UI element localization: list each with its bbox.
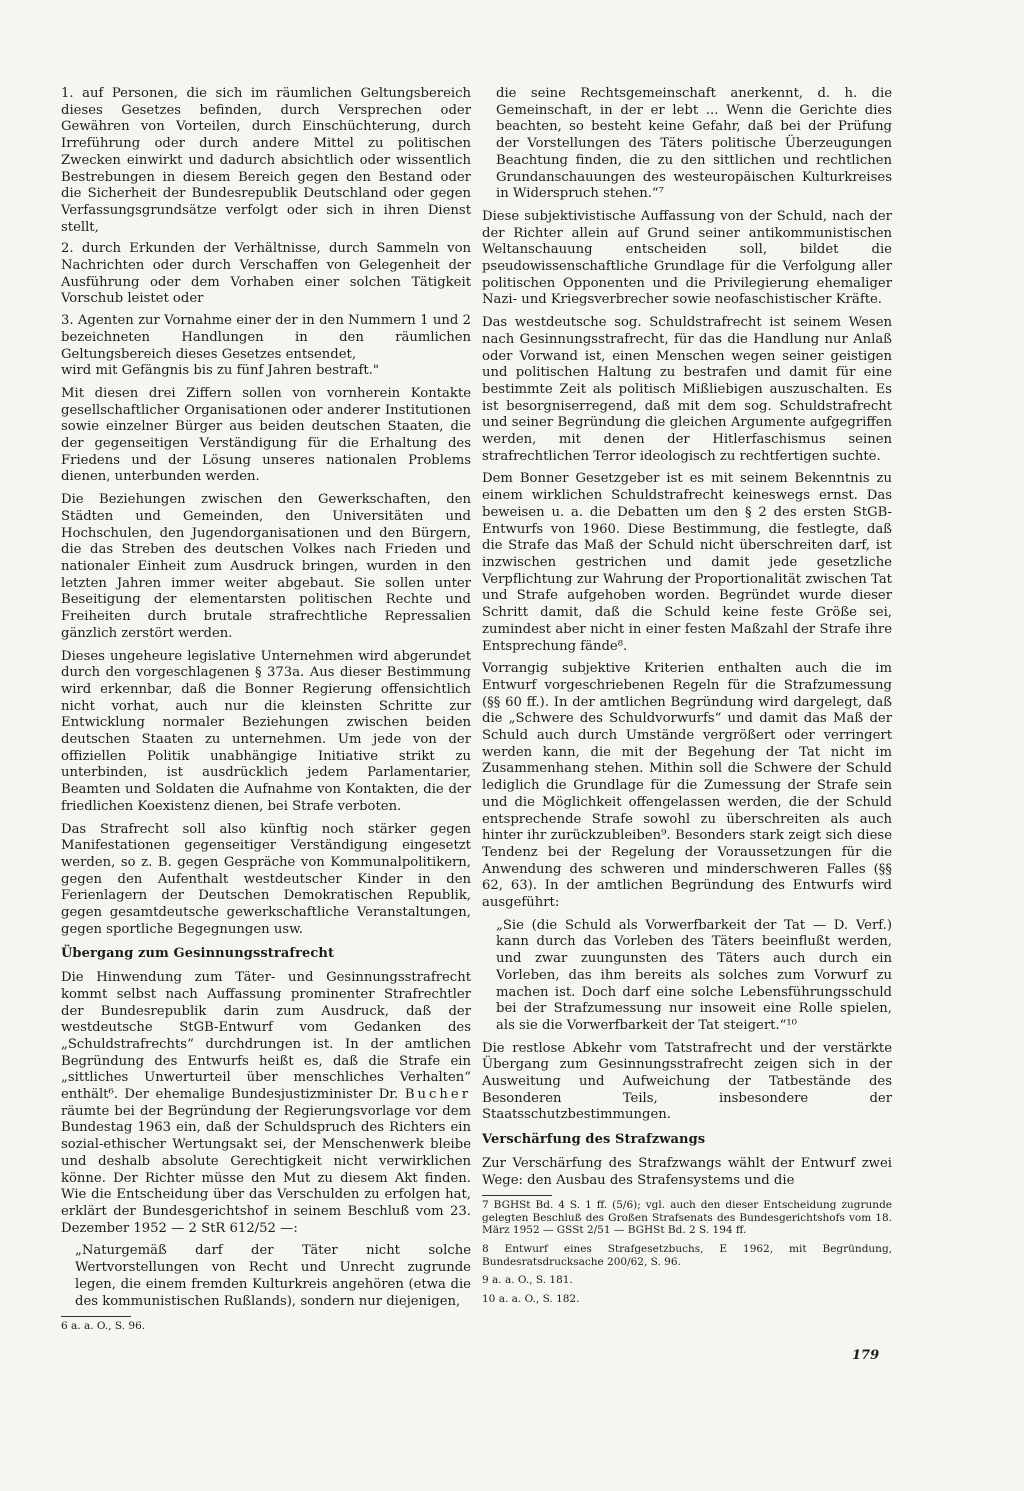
section-heading: Verschärfung des Strafzwangs [482,1132,706,1148]
page-number: 179 [852,1348,880,1363]
block-quote: „Naturgemäß darf der Täter nicht solche Wertvorstellungen von Recht und Unrecht zugrunde legen, die einem fremden Kulturkreis angehören (etwa die des kommunistischen Rußlands), sondern nur diejenigen, [75,1243,471,1309]
footnote-rule [61,1316,131,1317]
paragraph-text: Die Hinwendung zum Täter- und Gesinnungsstrafrecht kommt selbst nach Auffassung prominenter Strafrechtler der Bundesrepublik darin zum Ausdruck, daß der westdeutsche StGB-Entwurf vom Gedanken des „Schuldstrafrechts“ durchdrungen ist. In der amtlichen Begründung des Entwurfs heißt es, daß die Strafe ein „sittliches Unwerturteil über menschliches Verhalten“ enthält⁶. Der ehemalige Bundesjustizminister Dr. [61,970,471,1103]
block-quote: „Sie (die Schuld als Vorwerfbarkeit der Tat — D. Verf.) kann durch das Vorleben des Täters beeinflußt werden, und zwar zuungunsten des Täters auch durch ein Vorleben, das ihm bereits als solches zum Vorwurf zu machen ist. Doch darf eine solche Lebensführungsschuld bei der Strafzumessung nur insoweit eine Rolle spielen, als sie die Vorwerfbarkeit der Tat steigert.“¹⁰ [496,917,892,1033]
footnote: 7 BGHSt Bd. 4 S. 1 ff. (5/6); vgl. auch den dieser Entscheidung zugrunde gelegten Beschluß des Großen Strafsenats des Bundesgerichtshofs vom 18. März 1952 — GSSt 2/51 — BGHSt Bd. 2 S. 194 ff. [482,1199,892,1237]
paragraph: Zur Verschärfung des Strafzwangs wählt der Entwurf zwei Wege: den Ausbau des Strafensystems und die [482,1155,892,1188]
paragraph: Dem Bonner Gesetzgeber ist es mit seinem Bekenntnis zu einem wirklichen Schuldstrafrecht keineswegs ernst. Das beweisen u. a. die Debatten um den § 2 des ersten StGB-Entwurfs von 1960. Diese Bestimmung, die festlegte, daß die Strafe das Maß der Schuld nicht überschreiten darf, ist inzwischen gestrichen und damit jede gesetzliche Verpflichtung zur Wahrung der Proportionalität zwischen Tat und Strafe aufgehoben worden. Begründet wurde dieser Schritt damit, daß die Schuld keine feste Größe sei, zumindest aber nicht in einer festen Maßzahl der Strafe ihre Entsprechung fände⁸. [482,471,892,654]
block-quote-continued: die seine Rechtsgemeinschaft anerkennt, d. h. die Gemeinschaft, in der er lebt ... Wenn die Gerichte dies beachten, so besteht keine Gefahr, daß bei der Prüfung der Vorstellungen des Täters politische Überzeugungen Beachtung finden, die zu den sittlichen und rechtlichen Grundanschauungen des westeuropäischen Kulturkreises in Widerspruch stehen.“⁷ [496,86,892,202]
footnote-rule [482,1195,552,1196]
paragraph: Die restlose Abkehr vom Tatstrafrecht und der verstärkte Übergang zum Gesinnungsstrafrecht zeigen sich in der Ausweitung und Aufweichung der Tatbestände des Besonderen Teils, insbesondere der Staatsschutzbestimmungen. [482,1040,892,1123]
paragraph: Diese subjektivistische Auffassung von der Schuld, nach der der Richter allein auf Grund seiner antikommunistischen Weltanschauung entscheiden soll, bildet die pseudowissenschaftliche Grundlage für die Verfolgung aller politischen Opponenten und die Privilegierung ehemaliger Nazi- und Kriegsverbrecher sowie neofaschistischer Kräfte. [482,208,892,308]
left-column [61,86,471,1339]
section-heading: Übergang zum Gesinnungsstrafrecht [61,946,335,962]
paragraph [61,970,471,1237]
list-item-1: 1. auf Personen, die sich im räumlichen Geltungsbereich dieses Gesetzes befinden, durch Versprechen oder Gewähren von Vorteilen, durch Einschüchterung, durch Irreführung oder durch andere Mittel zu politischen Zwecken einwirkt und dadurch absichtlich oder wissentlich Bestrebungen in diesem Bereich gegen den Bestand oder die Sicherheit der Bundesrepublik Deutschland oder gegen Verfassungsgrundsätze verfolgt oder sich in ihren Dienst stellt, [61,86,471,235]
paragraph: Mit diesen drei Ziffern sollen von vornherein Kontakte gesellschaftlicher Organisationen oder anderer Institutionen sowie einzelner Bürger aus beiden deutschen Staaten, die der gegenseitigen Verständigung für die Erhaltung des Friedens und der Lösung unseres nationalen Problems dienen, unterbunden werden. [61,385,471,485]
paragraph: Das westdeutsche sog. Schuldstrafrecht ist seinem Wesen nach Gesinnungsstrafrecht, für das die Handlung nur Anlaß oder Vorwand ist, einen Menschen wegen seiner geistigen und politischen Haltung zu bestrafen und damit für eine bestimmte Zeit als politisch Mißliebigen auszuschalten. Es ist besorgniserregend, daß mit dem sog. Schuldstrafrecht und seiner Begründung die gleichen Argumente aufgegriffen werden, mit denen der Hitlerfaschismus seinen strafrechtlichen Terror ideologisch zu rechtfertigen suchte. [482,315,892,464]
right-column [482,86,892,1311]
paragraph: Dieses ungeheure legislative Unternehmen wird abgerundet durch den vorgeschlagenen § 373a. Aus dieser Bestimmung wird erkennbar, daß die Bonner Regierung offensichtlich nicht vorhat, auch nur die kleinsten Schritte zur Entwicklung normaler Beziehungen zwischen beiden deutschen Staaten zu unternehmen. Um jede von der offiziellen Politik unabhängige Initiative strikt zu unterbinden, ist ausdrücklich jedem Parlamentarier, Beamten und Soldaten die Aufnahme von Kontakten, die der friedlichen Koexistenz dienen, bei Strafe verboten. [61,648,471,814]
footnote: 9 a. a. O., S. 181. [482,1274,573,1287]
footnote: 6 a. a. O., S. 96. [61,1320,146,1333]
footnote: 10 a. a. O., S. 182. [482,1292,580,1305]
paragraph-text: räumte bei der Begründung der Regierungsvorlage vor dem Bundestag 1963 ein, daß der Schuldspruch des Richters ein sozial-ethischer Wertungsakt sei, der Menschenwerk bleibe und deshalb absolute Gerechtigkeit nicht verwirklichen könne. Der Richter müsse den Mut zu diesem Akt finden. Wie die Entscheidung über das Verschulden zu erfolgen hat, erklärt der Bundesgerichtshof in seinem Beschluß vom 23. Dezember 1952 — 2 StR 612/52 —: [61,1103,471,1236]
list-item-3: 3. Agenten zur Vornahme einer der in den Nummern 1 und 2 bezeichneten Handlungen in den räumlichen Geltungsbereich dieses Gesetzes entsendet, [61,313,471,362]
law-closing-line: wird mit Gefängnis bis zu fünf Jahren bestraft." [61,363,379,379]
paragraph: Vorrangig subjektive Kriterien enthalten auch die im Entwurf vorgeschriebenen Regeln für die Strafzumessung (§§ 60 ff.). In der amtlichen Begründung wird dargelegt, daß die „Schwere des Schuldvorwurfs“ und damit das Maß der Schuld auch durch Umstände vergrößert oder verringert werden kann, die mit der Begehung der Tat nicht im Zusammenhang stehen. Mithin soll die Schwere der Schuld lediglich die Grundlage für die Zumessung der Strafe sein und die Möglichkeit offengelassen werden, die der Schuld entsprechende Strafe sowohl zu überschreiten als auch hinter ihr zurückzubleiben⁹. Besonders stark zeigt sich diese Tendenz bei der Regelung der Voraussetzungen für die Anwendung des schweren und minderschweren Falles (§§ 62, 63). In der amtlichen Begründung des Entwurfs wird ausgeführt: [482,661,892,911]
paragraph: Das Strafrecht soll also künftig noch stärker gegen Manifestationen gegenseitiger Verständigung eingesetzt werden, so z. B. gegen Gespräche von Kommunalpolitikern, gegen den Aufenthalt westdeutscher Kinder in den Ferienlagern der Deutschen Demokratischen Republik, gegen gesamtdeutsche gewerkschaftliche Veranstaltungen, gegen sportliche Begegnungen usw. [61,821,471,937]
paragraph: Die Beziehungen zwischen den Gewerkschaften, den Städten und Gemeinden, den Universitäten und Hochschulen, den Jugendorganisationen und den Bürgern, die das Streben des deutschen Volkes nach Frieden und nationaler Einheit zum Ausdruck bringen, wurden in den letzten Jahren immer weiter abgebaut. Sie sollen unter Beseitigung der elementarsten politischen Rechte und Freiheiten durch brutale strafrechtliche Repressalien gänzlich zerstört werden. [61,492,471,641]
list-item-2: 2. durch Erkunden der Verhältnisse, durch Sammeln von Nachrichten oder durch Verschaffen von Gelegenheit der Ausführung oder dem Vorhaben einer solchen Tätigkeit Vorschub leistet oder [61,241,471,307]
footnote: 8 Entwurf eines Strafgesetzbuchs, E 1962, mit Begründung, Bundesratsdrucksache 200/62, S. 96. [482,1243,892,1268]
person-name: Bucher [404,1087,471,1103]
